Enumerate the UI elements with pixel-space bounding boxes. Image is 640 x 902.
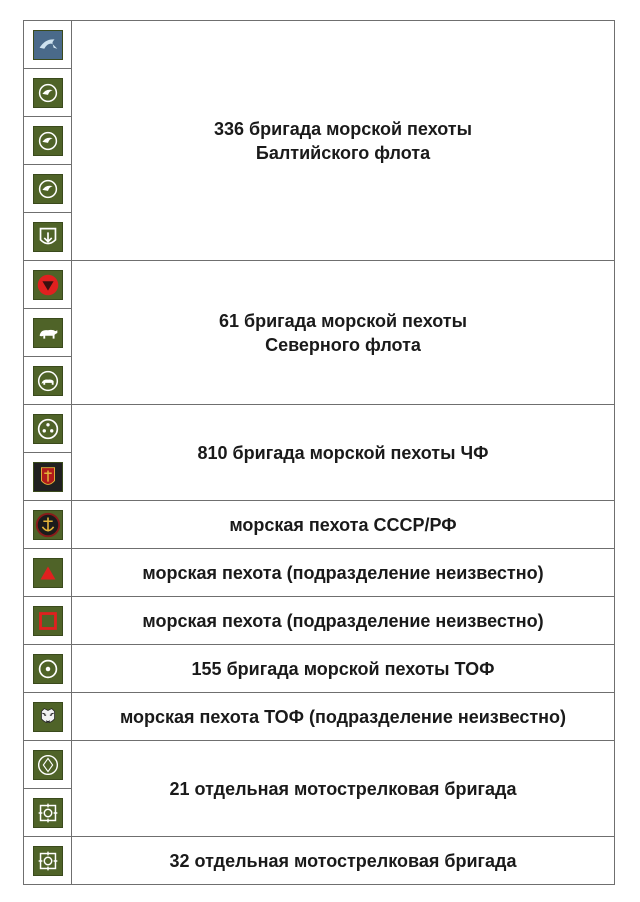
legend-row <box>24 693 615 741</box>
insignia-cell <box>24 405 72 453</box>
insignia-cell <box>24 453 72 501</box>
insignia-cell <box>24 165 72 213</box>
dolphin-circle-icon <box>33 174 63 204</box>
insignia-cell <box>24 213 72 261</box>
legend-row <box>24 837 615 885</box>
unit-label: морская пехота ТОФ (подразделение неизвестно) <box>72 693 615 741</box>
red-square-icon <box>33 606 63 636</box>
insignia-cell <box>24 645 72 693</box>
unit-label: 810 бригада морской пехоты ЧФ <box>72 405 615 501</box>
legend-row <box>24 597 615 645</box>
insignia-cell <box>24 21 72 69</box>
polar-bear-circle-icon <box>33 366 63 396</box>
insignia-cell <box>24 549 72 597</box>
polar-bear-icon <box>33 318 63 348</box>
insignia-cell <box>24 501 72 549</box>
legend-row <box>24 405 615 453</box>
unit-label: 61 бригада морской пехоты Северного флота <box>72 261 615 405</box>
insignia-cell <box>24 837 72 885</box>
unit-label: морская пехота (подразделение неизвестно) <box>72 597 615 645</box>
diamond-circle-icon <box>33 750 63 780</box>
insignia-cell <box>24 261 72 309</box>
red-circle-triangle-icon <box>33 270 63 300</box>
unit-label: 155 бригада морской пехоты ТОФ <box>72 645 615 693</box>
unit-label: морская пехота (подразделение неизвестно) <box>72 549 615 597</box>
insignia-cell <box>24 69 72 117</box>
unit-label: 21 отдельная мотострелковая бригада <box>72 741 615 837</box>
dolphin-icon <box>33 30 63 60</box>
legend-row <box>24 549 615 597</box>
insignia-cell <box>24 597 72 645</box>
shield-arrow-icon <box>33 222 63 252</box>
tiger-head-icon <box>33 702 63 732</box>
dolphin-circle-icon <box>33 126 63 156</box>
anchor-emblem-icon <box>33 510 63 540</box>
insignia-legend-table <box>23 20 615 885</box>
red-triangle-icon <box>33 558 63 588</box>
target-square-icon <box>33 846 63 876</box>
insignia-cell <box>24 309 72 357</box>
unit-label: 32 отдельная мотострелковая бригада <box>72 837 615 885</box>
dotted-circle-icon <box>33 414 63 444</box>
legend-row <box>24 741 615 789</box>
ring-dot-icon <box>33 654 63 684</box>
unit-label: морская пехота СССР/РФ <box>72 501 615 549</box>
legend-body <box>24 21 615 885</box>
target-square-icon <box>33 798 63 828</box>
legend-row <box>24 261 615 309</box>
dolphin-circle-icon <box>33 78 63 108</box>
unit-label: 336 бригада морской пехоты Балтийского флота <box>72 21 615 261</box>
legend-row <box>24 501 615 549</box>
insignia-cell <box>24 357 72 405</box>
legend-row <box>24 21 615 69</box>
legend-row <box>24 645 615 693</box>
insignia-cell <box>24 789 72 837</box>
insignia-cell <box>24 741 72 789</box>
insignia-cell <box>24 693 72 741</box>
navy-infantry-emblem-icon <box>33 462 63 492</box>
insignia-cell <box>24 117 72 165</box>
